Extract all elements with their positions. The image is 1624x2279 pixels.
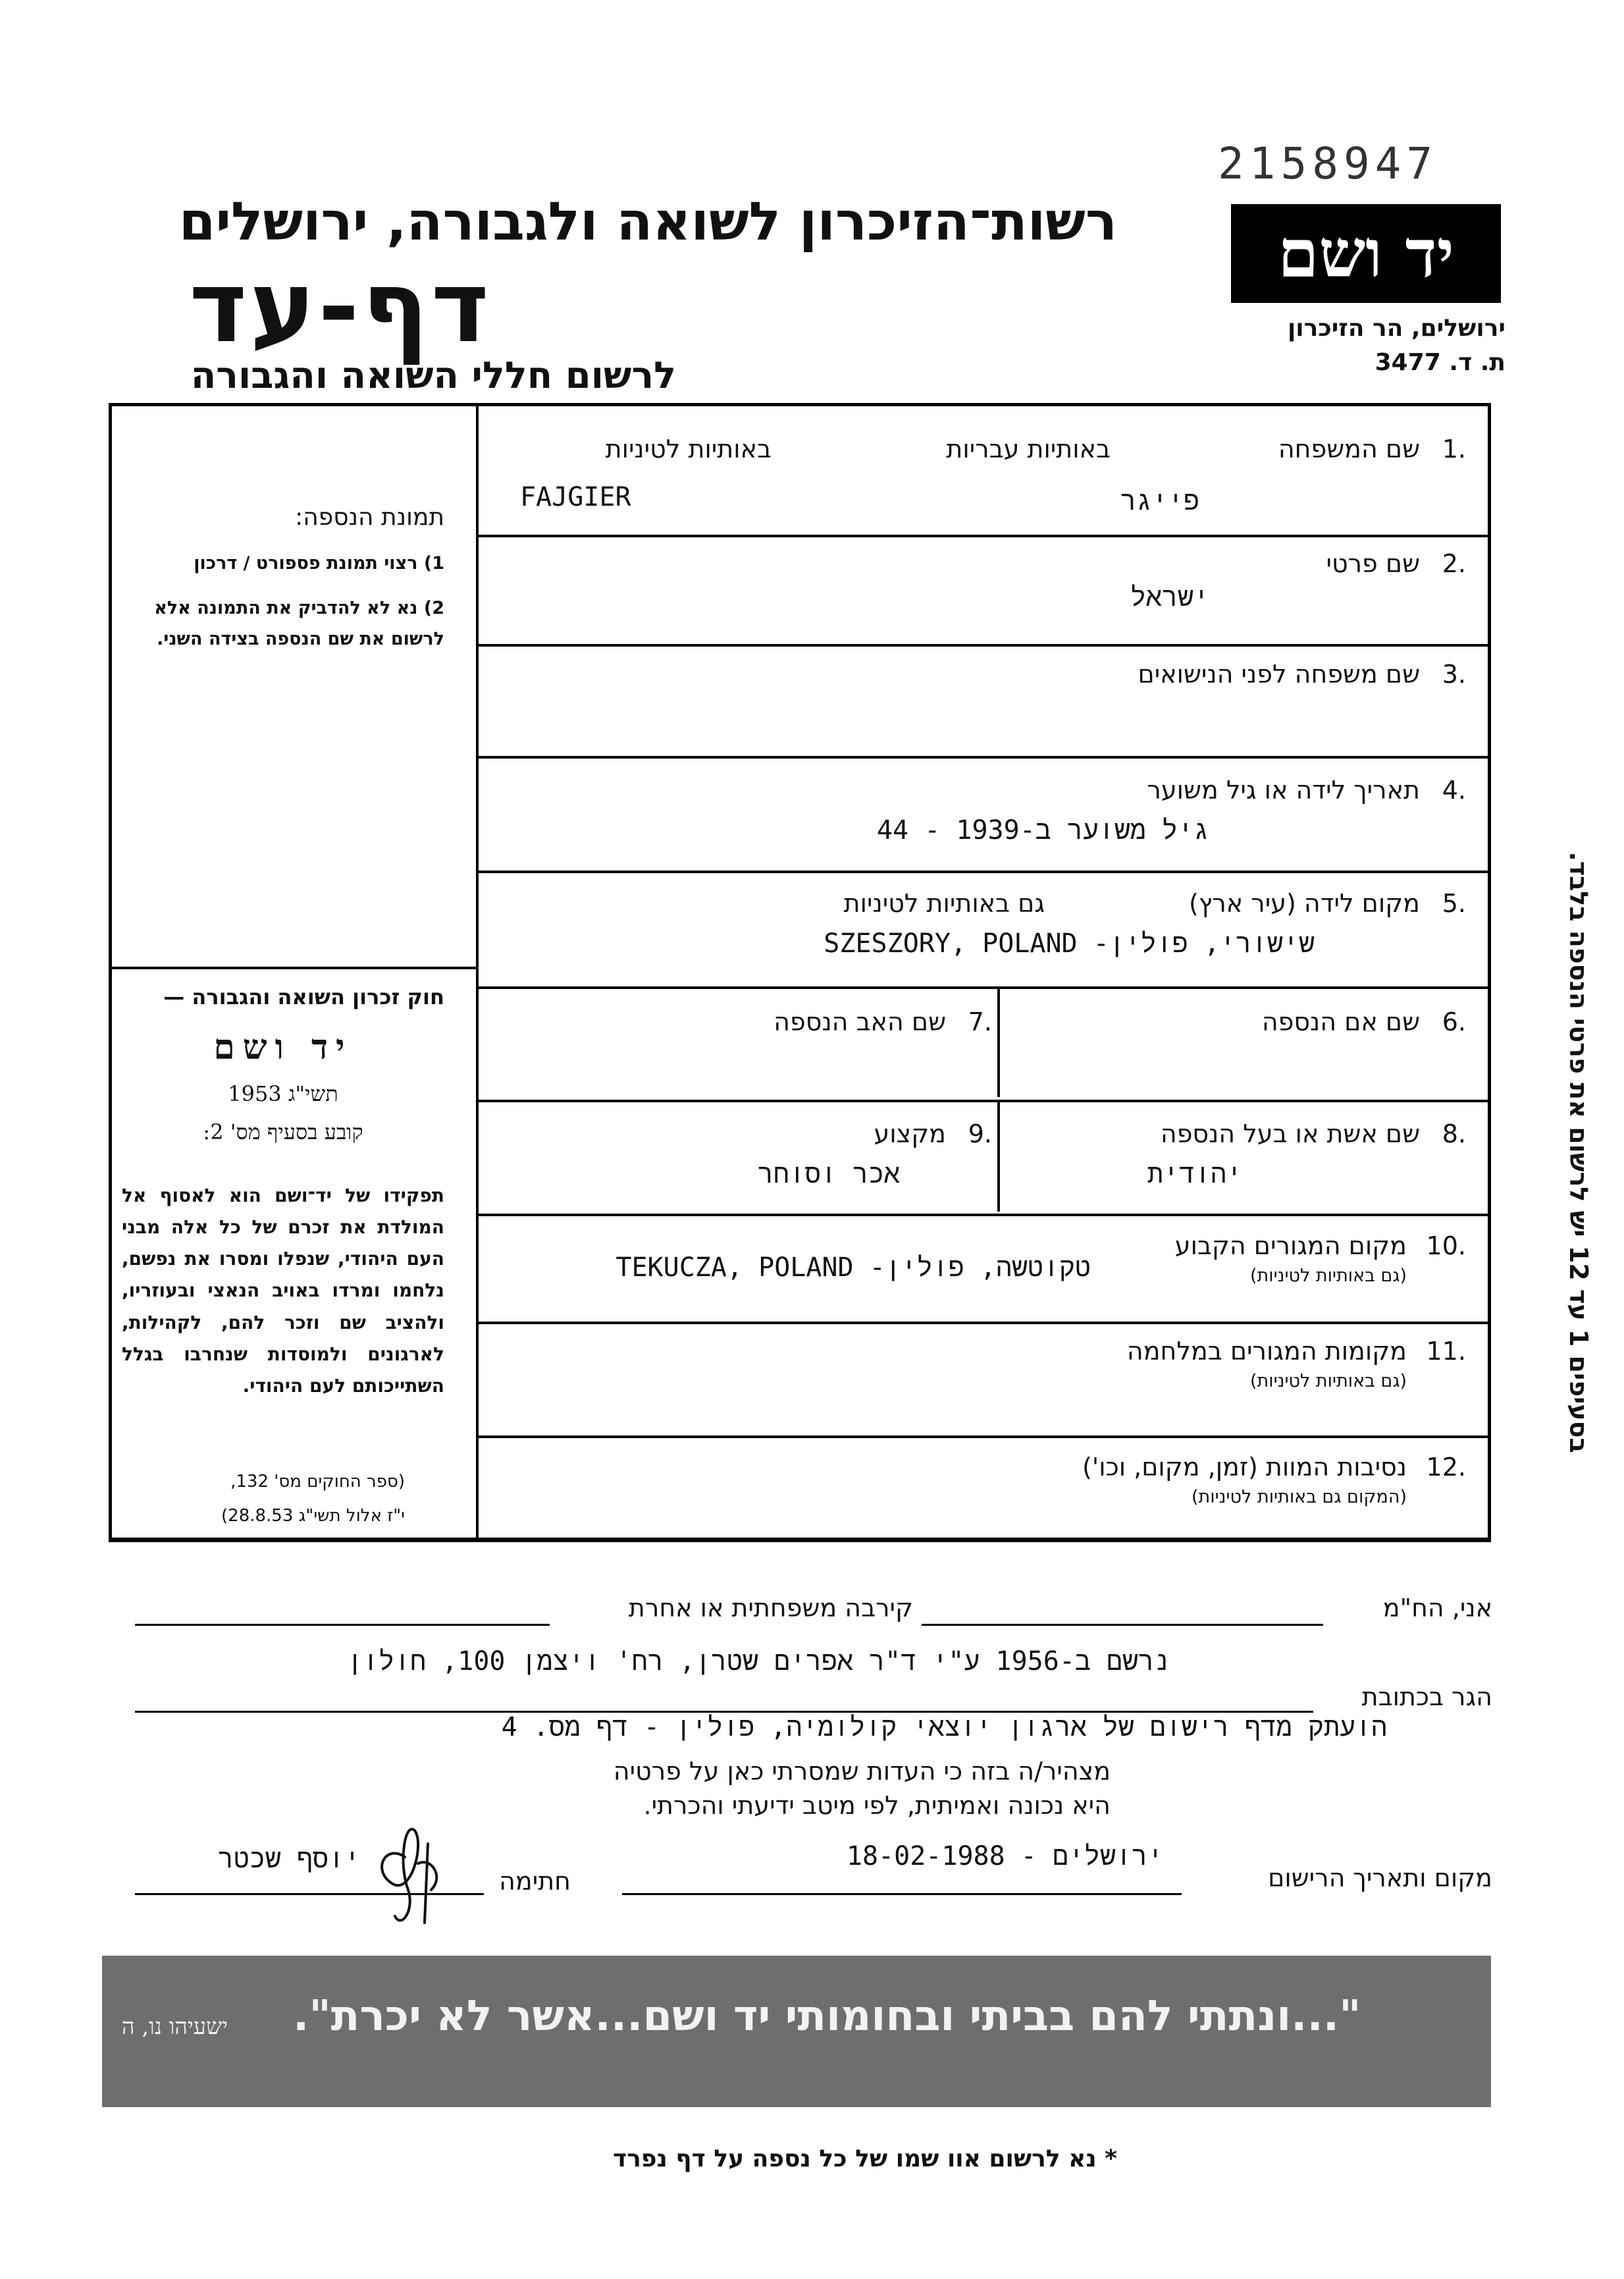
row-line-1 <box>476 535 1491 537</box>
field-1-latin-col: באותיות לטיניות <box>605 435 772 464</box>
field-1-label: שם המשפחה <box>1278 435 1420 464</box>
document-subtitle: לרשום חללי השואה והגבורה <box>190 354 676 397</box>
field-9-label: מקצוע <box>874 1119 946 1148</box>
field-6-number: .6 <box>1442 1007 1466 1036</box>
field-2-label: שם פרטי <box>1326 549 1420 578</box>
field-1-value-latin[interactable]: FAJGIER <box>520 482 631 512</box>
kinship-line <box>135 1624 550 1626</box>
photo-box-note-2: 2) נא לא להדביק את התמונה אלא לרשום את שם הנספה בצידה השני. <box>154 598 444 650</box>
field-5-number: .5 <box>1442 889 1466 918</box>
signer-name: יוסף שכטר <box>217 1844 360 1874</box>
field-8-number: .8 <box>1442 1119 1466 1148</box>
banner-source: ישעיהו נו, ה <box>122 2014 228 2040</box>
law-box-title: חוק זכרון השואה והגבורה — <box>163 984 444 1009</box>
place-date-line <box>622 1893 1182 1895</box>
left-column-separator <box>109 967 477 969</box>
law-box-clause: קובע בסעיף מס' 2: <box>203 1119 363 1144</box>
field-4-number: .4 <box>1442 776 1466 805</box>
declaration-line-2: היא נכונה ואמיתית, לפי מיטב ידיעתי והכרתי. <box>643 1791 1111 1820</box>
declarant-name-line <box>922 1624 1323 1626</box>
side-instruction: בסעיפים 1 עד 12 יש לרשום את פרטי הנספה בלבד. <box>1564 851 1593 1453</box>
serial-number: 2158947 <box>1218 138 1438 189</box>
field-11-note: (גם באותיות לטיניות) <box>1249 1371 1407 1391</box>
signature-label: חתימה <box>499 1867 571 1896</box>
place-date-value[interactable]: ירושלים - 18-02-1988 <box>846 1841 1163 1871</box>
field-2-value[interactable]: ישראל <box>1130 582 1209 612</box>
field-9-number: .9 <box>968 1119 992 1148</box>
photo-box-title: תמונת הנספה: <box>295 504 444 531</box>
row8-9-divider <box>997 1101 1000 1212</box>
yad-vashem-logo: יד ושם <box>1231 204 1501 303</box>
row6-7-divider <box>997 988 1000 1097</box>
row-line-6 <box>476 1100 1491 1102</box>
left-column-divider <box>476 403 479 1540</box>
field-11-number: .11 <box>1426 1337 1466 1366</box>
field-4-label: תאריך לידה או גיל משוער <box>1147 776 1420 805</box>
field-12-note: (המקום גם באותיות לטיניות) <box>1191 1487 1407 1507</box>
banner-quote: "...ונתתי להם בביתי ובחומותי יד ושם...אשר לא יכרת". <box>293 1992 1361 2041</box>
field-12-label: נסיבות המוות (זמן, מקום, וכו') <box>1082 1453 1407 1482</box>
law-box-ref-1: (ספר החוקים מס' 132, <box>230 1472 405 1491</box>
field-10-label: מקום המגורים הקבוע <box>1174 1231 1407 1260</box>
field-6-label: שם אם הנספה <box>1261 1007 1420 1036</box>
fields-bottom-line <box>109 1538 1491 1540</box>
row-line-2 <box>476 644 1491 647</box>
field-2-number: .2 <box>1442 549 1466 578</box>
field-9-value[interactable]: אכר וסוחר <box>757 1159 900 1189</box>
field-10-note: (גם באותיות לטיניות) <box>1249 1266 1407 1286</box>
field-11-label: מקומות המגורים במלחמה <box>1126 1337 1407 1366</box>
row-line-8 <box>476 1322 1491 1324</box>
row-line-3 <box>476 756 1491 759</box>
field-5-label: מקום לידה (עיר ארץ) <box>1189 889 1420 918</box>
field-1-hebrew-col: באותיות עבריות <box>946 435 1111 464</box>
field-1-number: .1 <box>1442 435 1466 464</box>
law-box-ref-2: י"ז אלול תשי"ג 28.8.53) <box>221 1506 405 1526</box>
address-label: הגר בכתובת <box>1361 1682 1492 1711</box>
field-3-number: .3 <box>1442 660 1466 689</box>
field-3-label: שם משפחה לפני הנישואים <box>1138 660 1420 689</box>
field-1-value-hebrew[interactable]: פייגר <box>1120 486 1199 516</box>
declaration-line-1: מצהיר/ה בזה כי העדות שמסרתי כאן על פרטיה <box>613 1757 1111 1786</box>
field-5-value[interactable]: SZESZORY, POLAND -שישורי, פולין <box>824 928 1315 959</box>
field-4-value[interactable]: גיל משוער ב-1939 - 44 <box>876 815 1209 845</box>
address-line-1: ירושלים, הר הזיכרון <box>1287 315 1506 342</box>
address-line-2: ת. ד. 3477 <box>1375 349 1506 376</box>
law-box-body: תפקידו של יד־ושם הוא לאסוף אל המולדת את זכרם של כל אלה מבני העם היהודי, שנפלו ומסרו את נפשם, נלחמו ומרדו באויב הנאצי ובעוזריו, ולהציב שם וזכר להם, לקהילות, לארגונים ולמוסדות שנחרבו בגלל השתייכותם לעם היהודי. <box>122 1185 444 1397</box>
field-12-number: .12 <box>1426 1453 1466 1482</box>
field-7-number: .7 <box>968 1007 992 1036</box>
handwritten-signature <box>365 1817 464 1936</box>
place-date-label: מקום ותאריך הרישום <box>1268 1863 1492 1892</box>
registered-by-line[interactable]: נרשם ב-1956 ע"י ד"ר אפרים שטרן, רח' ויצמן 100, חולון <box>347 1646 1170 1676</box>
declarant-label: אני, הח"מ <box>1382 1594 1492 1622</box>
row-line-4 <box>476 871 1491 873</box>
quote-banner <box>102 1956 1491 2107</box>
copied-from-line[interactable]: הועתק מדף רישום של ארגון יוצאי קולומיה, פולין - דף מס. 4 <box>501 1712 1387 1742</box>
row-line-5 <box>476 986 1491 989</box>
document-title: דף-עד <box>189 250 492 365</box>
row-line-7 <box>476 1214 1491 1216</box>
photo-box-note-1: 1) רצוי תמונת פספורט / דרכון <box>194 553 444 574</box>
field-10-value[interactable]: TEKUCZA, POLAND -טקוטשה, פולין <box>616 1252 1091 1283</box>
field-7-label: שם האב הנספה <box>773 1007 946 1036</box>
footer-note: * נא לרשום אוו שמו של כל נספה על דף נפרד <box>613 2145 1117 2172</box>
row-line-9 <box>476 1435 1491 1438</box>
law-box-year: תשי"ג 1953 <box>228 1081 338 1106</box>
kinship-label: קירבה משפחתית או אחרת <box>628 1594 913 1622</box>
field-10-number: .10 <box>1426 1231 1466 1260</box>
organization-name: רשות־הזיכרון לשואה ולגבורה, ירושלים <box>178 191 1117 252</box>
field-8-value[interactable]: יהודית <box>1147 1159 1242 1189</box>
field-5-latin-note: גם באותיות לטיניות <box>843 889 1045 918</box>
field-8-label: שם אשת או בעל הנספה <box>1160 1119 1420 1148</box>
law-box-name: יד ושם <box>213 1027 353 1067</box>
